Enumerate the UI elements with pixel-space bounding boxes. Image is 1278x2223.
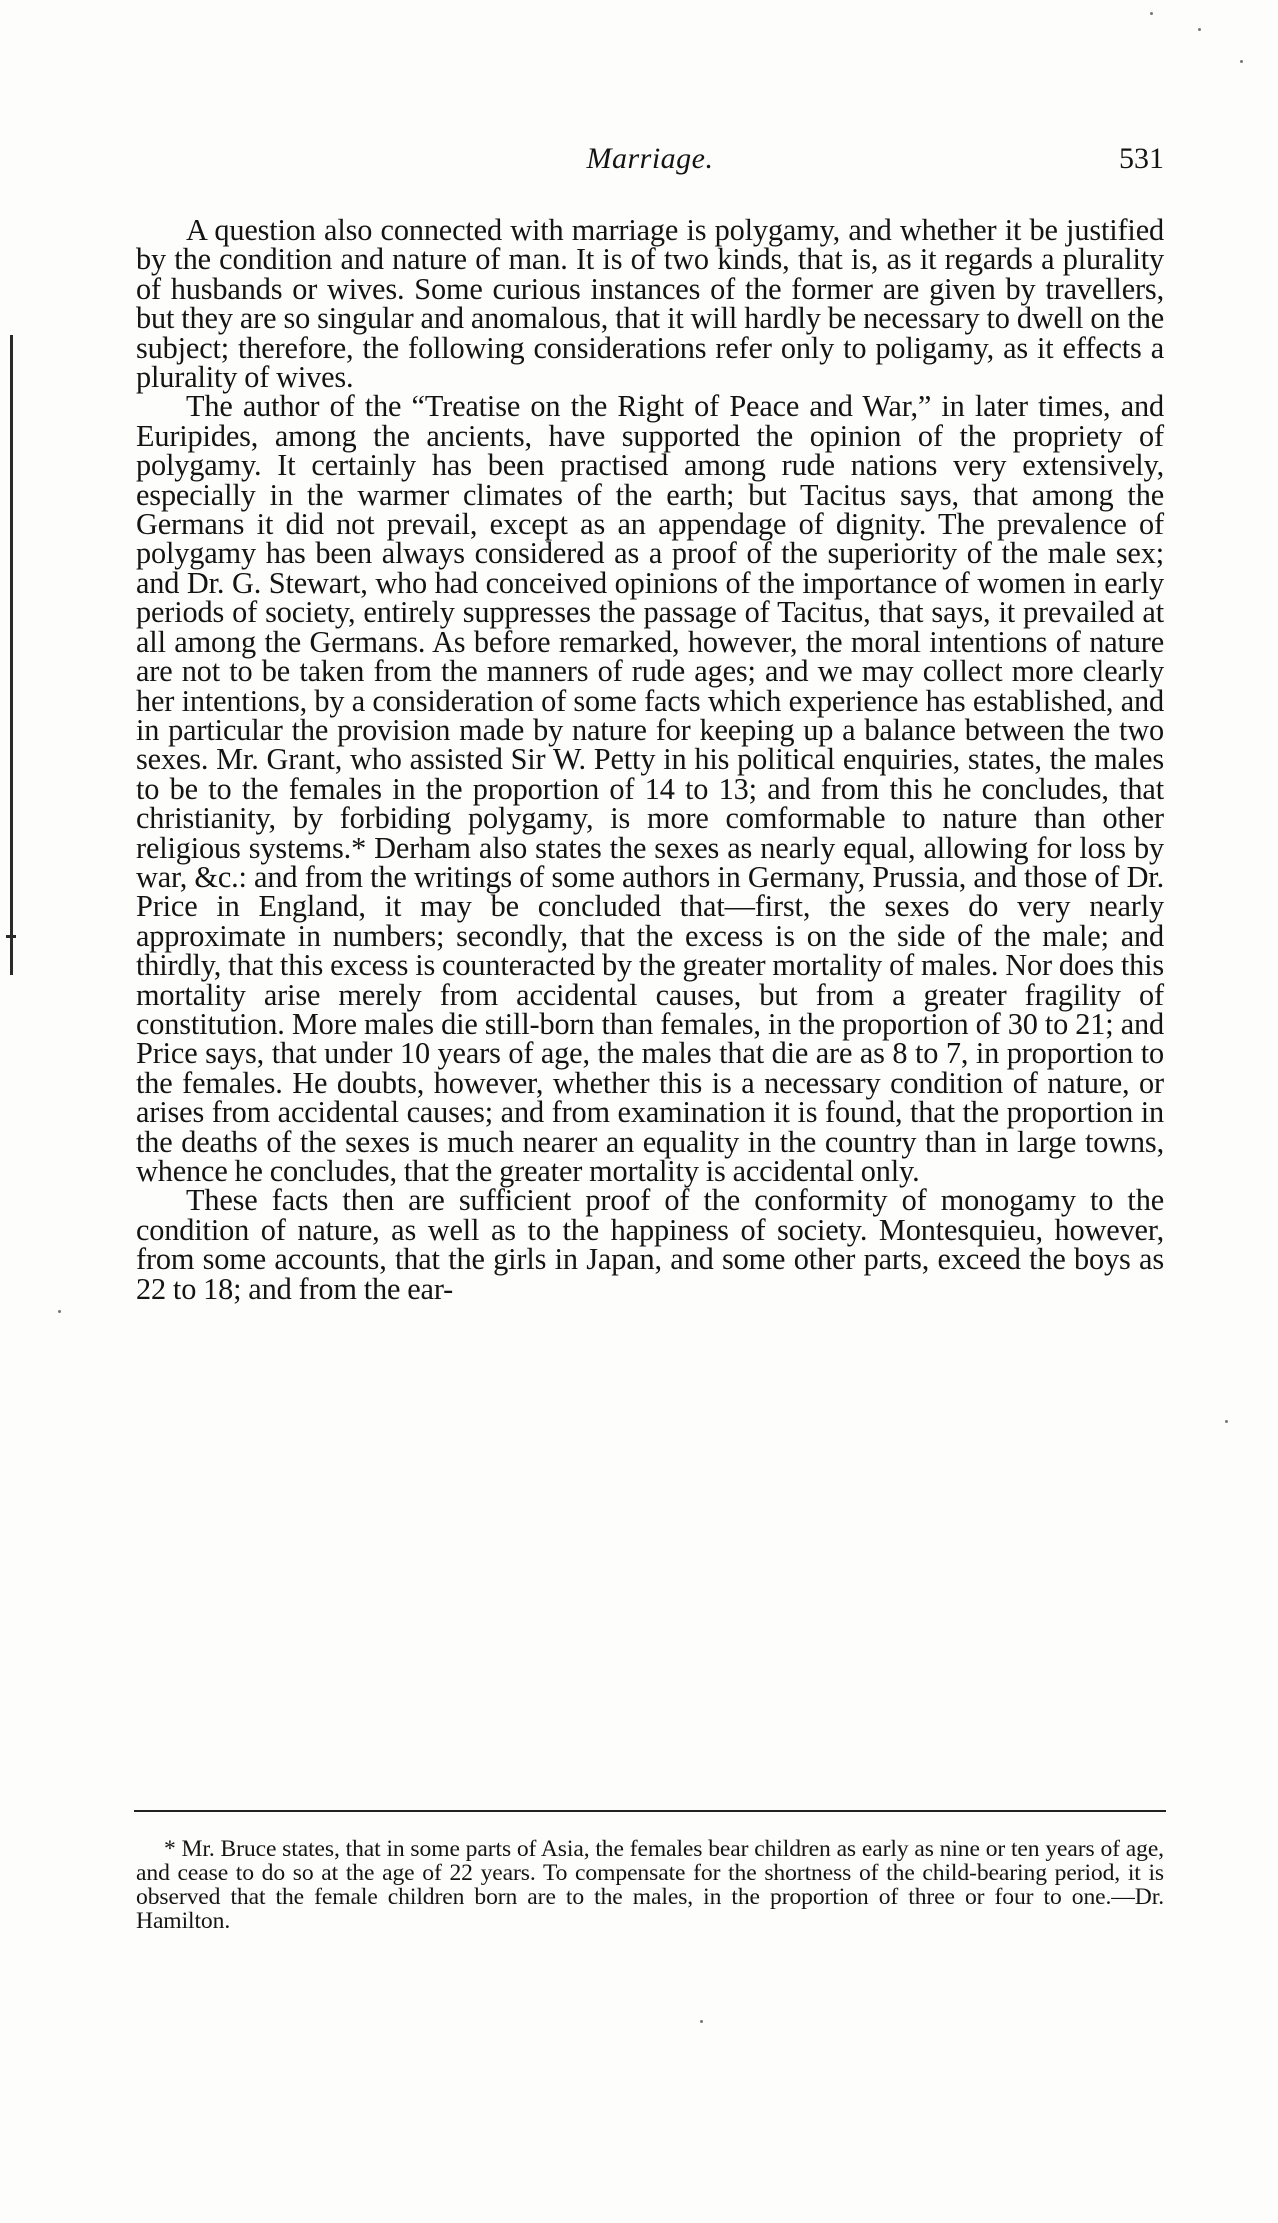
paragraph-these-facts: These facts then are sufficient proof of the conformity of monogamy to the condition of nature, as well as to the happiness of society. Montesquieu, however, from some accounts, that the girls in Japan, and some other parts, exceed the boys as 22 to 18; and from the ear- [136,1183,1164,1306]
margin-scan-line [10,335,13,975]
running-head-title: Marriage. [586,142,714,175]
page-number: 531 [1119,142,1164,175]
paragraph-treatise-author: The author of the “Treatise on the Right of Peace and War,” in later times, and Euripides, among the ancients, have supported the opinion of the propriety of polygamy. It certainly has been practised among rude nations very extensively, especially in the warmer climates of the earth; but Tacitus says, that among the Germans it did not prevail, except as an appendage of dignity. The prevalence of polygamy has been always considered as a proof of the superiority of the male sex; and Dr. G. Stewart, who had conceived opinions of the importance of women in early periods of society, entirely suppresses the passage of Tacitus, that says, it prevailed at all among the Germans. As before remarked, however, the moral intentions of nature are not to be taken from the manners of rude ages; and we may collect more clearly her intentions, by a consideration of some facts which experience has established, and in particular the provision made by nature for keeping up a balance between the two sexes. Mr. Grant, who assisted Sir W. Petty in his political enquiries, states, the males to be to the females in the proportion of 14 to 13; and from this he concludes, that christianity, by forbiding polygamy, is more comformable to nature than other religious systems.* Derham also states the sexes as nearly equal, allowing for loss by war, &c.: and from the writings of some authors in Germany, Prussia, and those of Dr. Price in England, it may be concluded that—first, the sexes do very nearly approximate in numbers; secondly, that the excess is on the side of the male; and thirdly, that this excess is counteracted by the greater mortality of males. Nor does this mortality arise merely from accidental causes, but from a greater fragility of constitution. More males die still-born than females, in the proportion of 30 to 21; and Price says, that under 10 years of age, the males that die are as 8 to 7, in proportion to the females. He doubts, however, whether this is a necessary condition of nature, or arises from accidental causes; and from examination it is found, that the proportion in the deaths of the sexes is much nearer an equality in the country than in large towns, whence he concludes, that the greater mortality is accidental only. [136,389,1164,1188]
running-head [136,142,1164,182]
footnote: * Mr. Bruce states, that in some parts of Asia, the females bear children as early as nine or ten years of age, and cease to do so at the age of 22 years. To compensate for the shortness of the child-bearing period, it is observed that the female children born are to the males, in the proportion of three or four to one.—Dr. Hamilton. [136,1836,1164,1934]
margin-scan-tick [6,935,16,938]
scan-speck [1225,1420,1228,1423]
scan-speck [700,2020,703,2023]
scan-speck [1150,12,1153,15]
paragraph-polygamy-question: A question also connected with marriage is polygamy, and whether it be justified by the condition and nature of man. It is of two kinds, that is, as it regards a plurality of husbands or wives. Some curious instances of the former are given by travellers, but they are so singular and anomalous, that it will hardly be necessary to dwell on the subject; therefore, the following considerations refer only to poligamy, as it effects a plurality of wives. [136,213,1164,395]
scan-speck [1240,60,1243,63]
scan-speck [58,1310,61,1313]
scan-speck [1198,28,1201,31]
body-text [136,213,1164,1306]
footnote-rule [134,1810,1166,1812]
